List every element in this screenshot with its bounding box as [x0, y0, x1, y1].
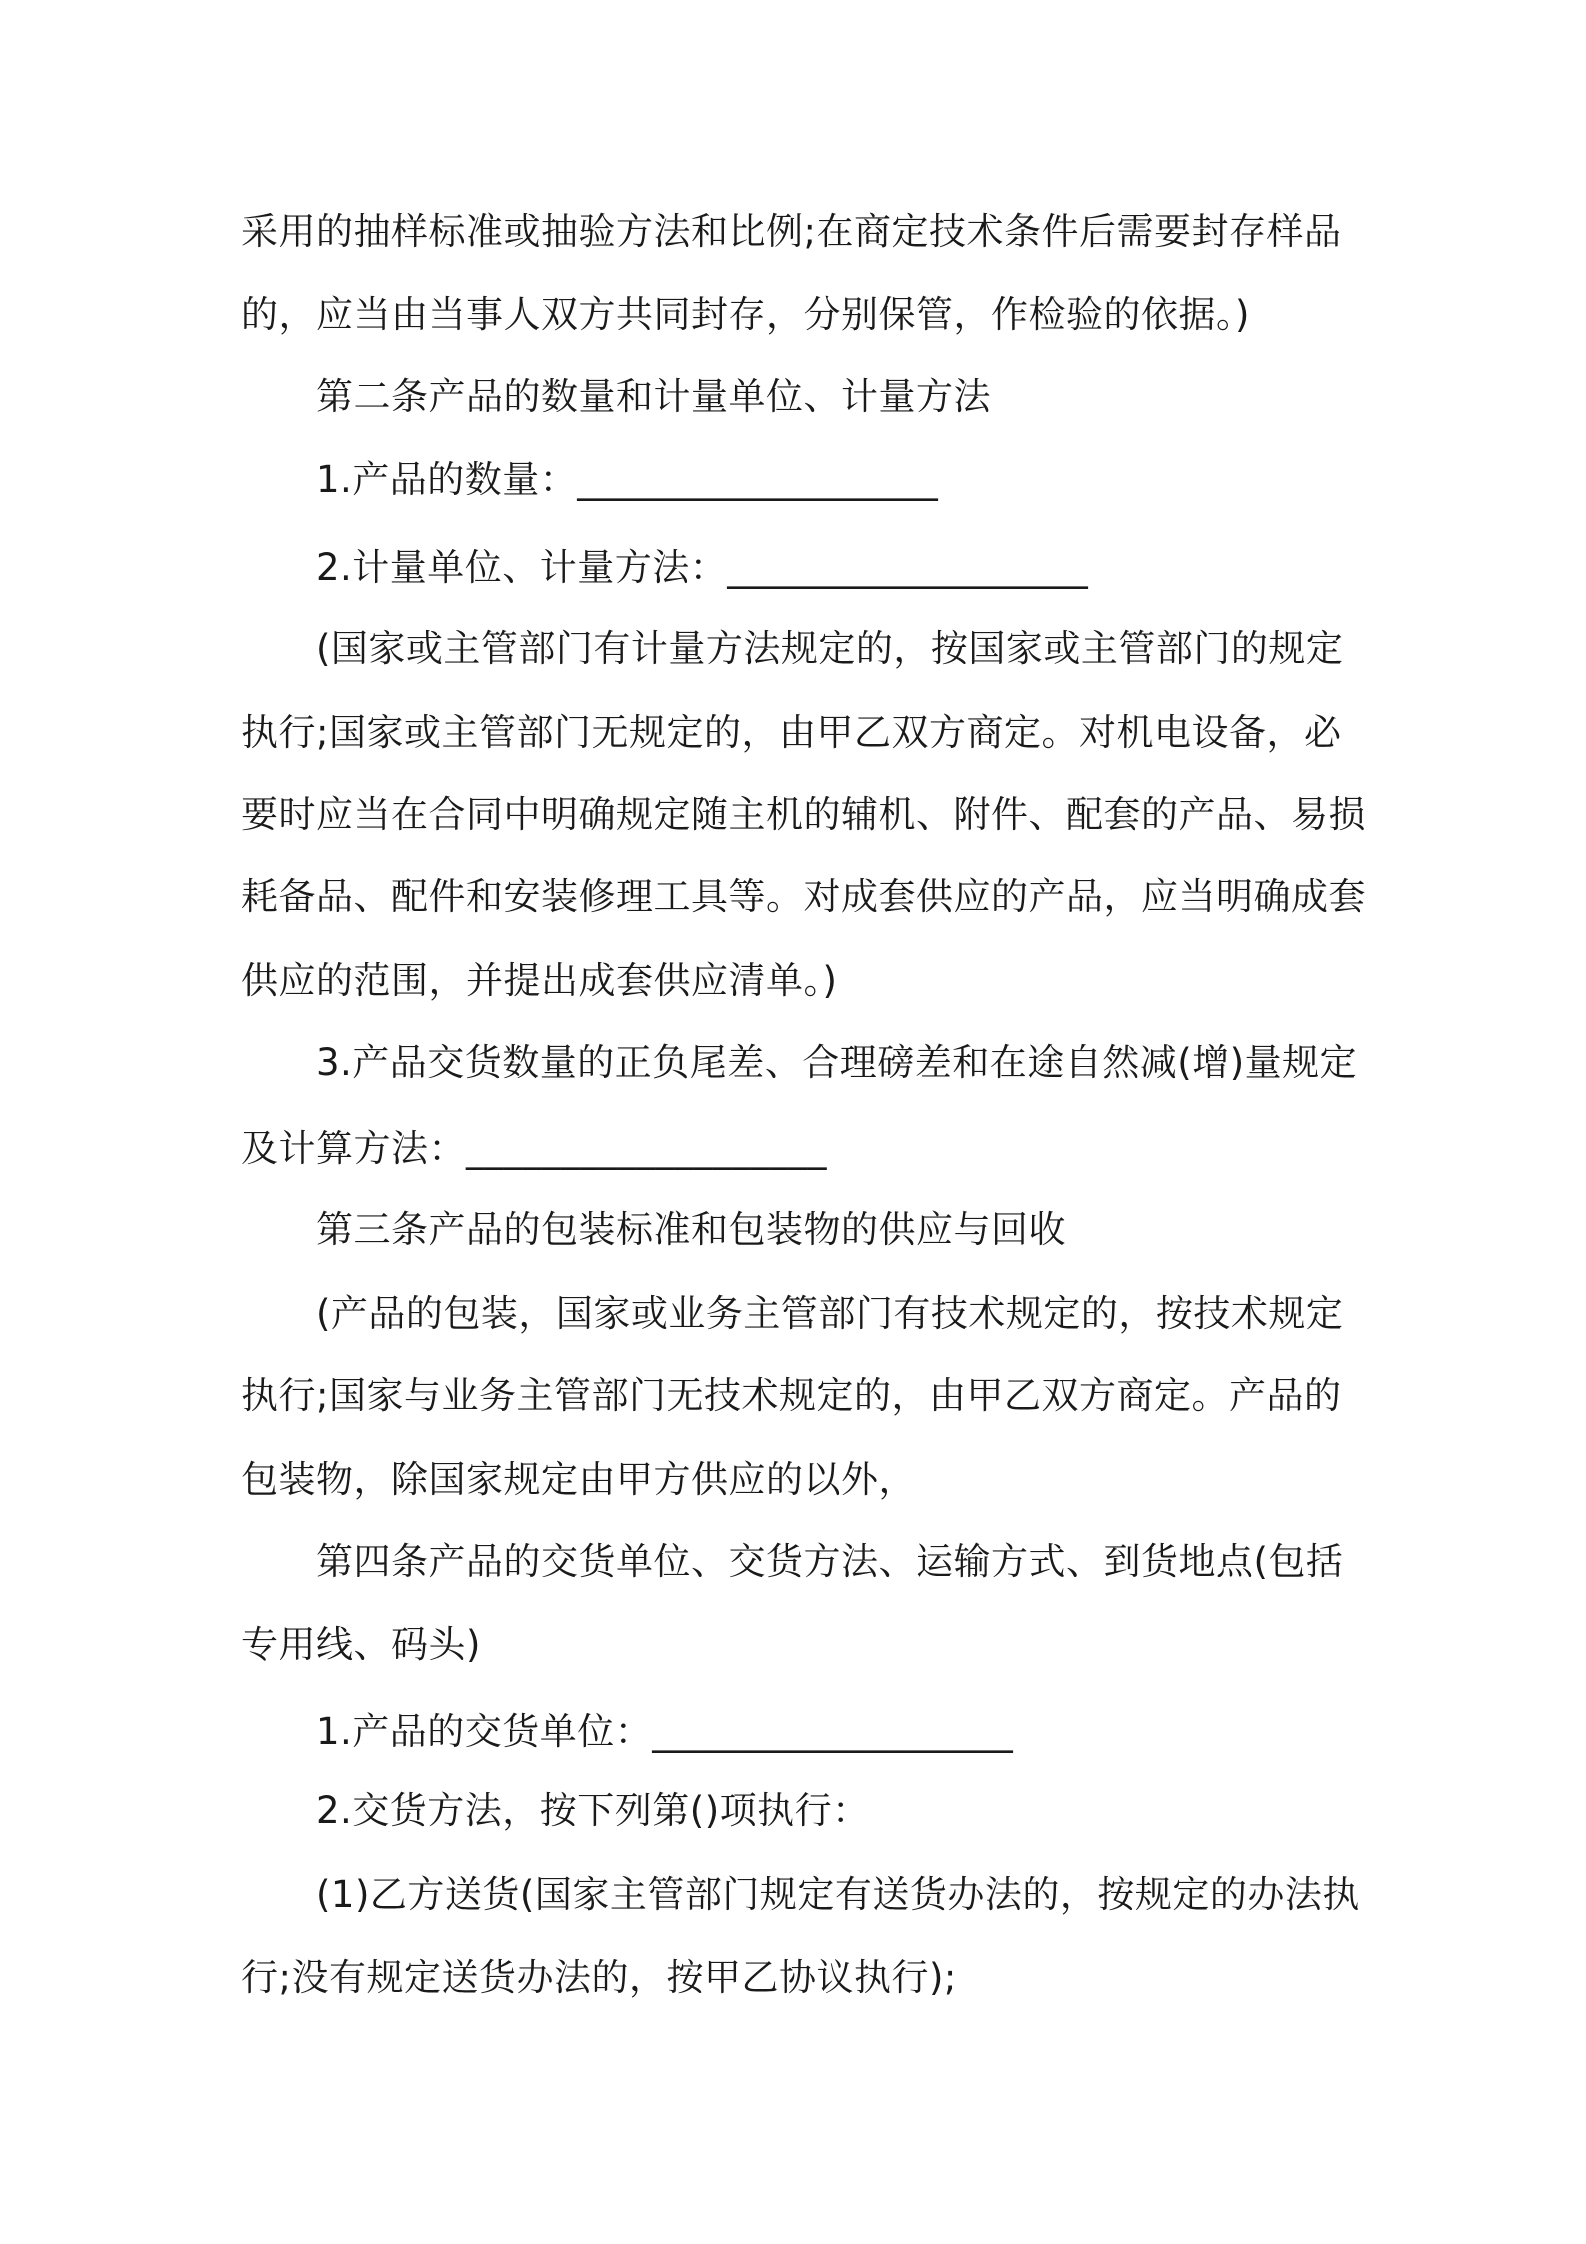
field-measurement-unit-method: 2.计量单位、计量方法：___________________ [316, 546, 1089, 589]
paragraph-line: (国家或主管部门有计量方法规定的，按国家或主管部门的规定 [316, 627, 1344, 670]
paragraph-line: (产品的包装，国家或业务主管部门有技术规定的，按技术规定 [316, 1292, 1344, 1335]
paragraph-line: 执行;国家或主管部门无规定的，由甲乙双方商定。对机电设备，必 [241, 711, 1342, 754]
paragraph-line: 行;没有规定送货办法的，按甲乙协议执行); [241, 1956, 957, 1999]
paragraph-line: 要时应当在合同中明确规定随主机的辅机、附件、配套的产品、易损 [241, 793, 1366, 836]
paragraph-line: (1)乙方送货(国家主管部门规定有送货办法的，按规定的办法执 [316, 1873, 1360, 1916]
section-heading-3: 第三条产品的包装标准和包装物的供应与回收 [316, 1208, 1066, 1251]
field-product-quantity: 1.产品的数量：___________________ [316, 458, 939, 501]
paragraph-line: 执行;国家与业务主管部门无技术规定的，由甲乙双方商定。产品的 [241, 1374, 1342, 1417]
section-heading-2: 第二条产品的数量和计量单位、计量方法 [316, 375, 991, 418]
paragraph-line: 2.交货方法，按下列第()项执行： [316, 1789, 870, 1832]
field-calculation-method: 及计算方法：___________________ [241, 1127, 827, 1170]
paragraph-line: 采用的抽样标准或抽验方法和比例;在商定技术条件后需要封存样品 [241, 210, 1342, 253]
paragraph-line: 耗备品、配件和安装修理工具等。对成套供应的产品，应当明确成套 [241, 875, 1366, 918]
paragraph-line: 包装物，除国家规定由甲方供应的以外， [241, 1458, 916, 1501]
paragraph-line: 3.产品交货数量的正负尾差、合理磅差和在途自然减(增)量规定 [316, 1041, 1358, 1084]
paragraph-line: 的，应当由当事人双方共同封存，分别保管，作检验的依据。) [241, 293, 1250, 336]
paragraph-line: 供应的范围，并提出成套供应清单。) [241, 959, 838, 1002]
paragraph-line: 专用线、码头) [241, 1623, 481, 1666]
field-delivery-unit: 1.产品的交货单位：___________________ [316, 1710, 1014, 1753]
section-heading-4: 第四条产品的交货单位、交货方法、运输方式、到货地点(包括 [316, 1540, 1344, 1583]
